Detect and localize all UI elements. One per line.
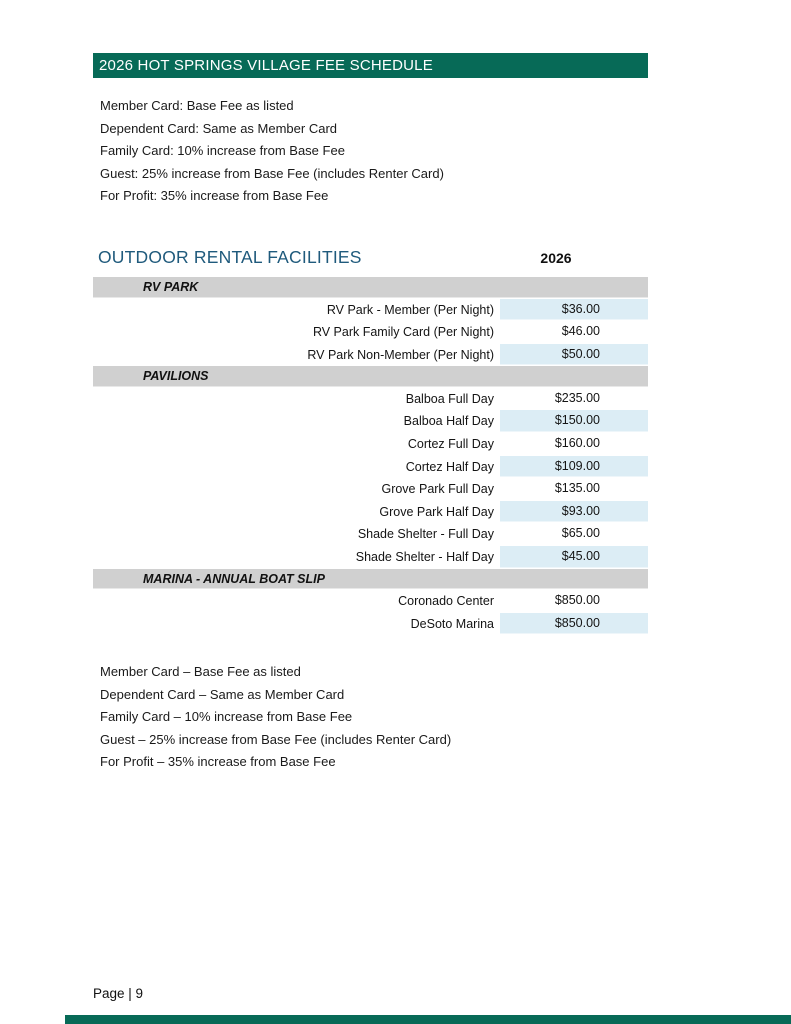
footer-accent-bar	[65, 1015, 791, 1024]
fee-row	[93, 388, 648, 411]
fee-label: Balboa Full Day	[405, 391, 494, 406]
fee-row	[93, 501, 648, 524]
fee-price: $150.00	[500, 410, 648, 433]
note-line: Family Card – 10% increase from Base Fee	[100, 709, 353, 725]
fee-price: $93.00	[500, 501, 648, 524]
fee-row	[93, 433, 648, 456]
note-line: Dependent Card: Same as Member Card	[100, 120, 338, 136]
page-number: Page | 9	[93, 986, 144, 1001]
note-line: For Profit – 35% increase from Base Fee	[100, 754, 336, 770]
fee-price: $160.00	[500, 433, 648, 456]
fee-price: $36.00	[500, 299, 648, 322]
fee-label: Shade Shelter - Full Day	[357, 527, 494, 542]
intro-notes	[100, 95, 660, 208]
fee-price: $65.00	[500, 523, 648, 546]
fee-price: $850.00	[500, 590, 648, 613]
note-line: Dependent Card – Same as Member Card	[100, 686, 345, 702]
note-line: Guest: 25% increase from Base Fee (includes Renter Card)	[100, 165, 444, 181]
note-line: Member Card – Base Fee as listed	[100, 664, 301, 679]
fee-label: RV Park - Member (Per Night)	[326, 302, 494, 317]
title-bar: 2026 HOT SPRINGS VILLAGE FEE SCHEDULE	[93, 53, 648, 78]
fee-row	[93, 590, 648, 613]
fee-price: $45.00	[500, 546, 648, 569]
fee-label: RV Park Family Card (Per Night)	[312, 325, 494, 340]
fee-price: $50.00	[500, 344, 648, 367]
fee-label: Grove Park Full Day	[381, 482, 494, 497]
fee-label: Cortez Full Day	[407, 436, 494, 451]
fee-price: $135.00	[500, 478, 648, 501]
fee-label: Cortez Half Day	[405, 459, 494, 474]
fee-row	[93, 299, 648, 322]
group-header: PAVILIONS	[93, 366, 648, 388]
group-header: MARINA - ANNUAL BOAT SLIP	[93, 569, 648, 591]
fee-row	[93, 456, 648, 479]
fee-row	[93, 410, 648, 433]
fee-price: $46.00	[500, 321, 648, 344]
note-line: Guest – 25% increase from Base Fee (includes Renter Card)	[100, 731, 452, 747]
note-line: Member Card: Base Fee as listed	[100, 98, 294, 113]
fee-label: Coronado Center	[398, 594, 494, 609]
note-line: For Profit: 35% increase from Base Fee	[100, 188, 329, 204]
fee-row	[93, 546, 648, 569]
fee-label: Shade Shelter - Half Day	[355, 549, 494, 564]
fee-row	[93, 478, 648, 501]
note-line: Family Card: 10% increase from Base Fee	[100, 143, 345, 159]
fee-price: $109.00	[500, 456, 648, 479]
fee-price: $235.00	[500, 388, 648, 411]
section-heading: OUTDOOR RENTAL FACILITIES	[98, 247, 362, 267]
fee-label: RV Park Non-Member (Per Night)	[307, 347, 494, 362]
group-header: RV PARK	[93, 277, 648, 299]
fee-row	[93, 613, 648, 636]
year-column-header: 2026	[540, 250, 572, 266]
footer-notes	[100, 661, 660, 774]
fee-row	[93, 321, 648, 344]
fee-row	[93, 523, 648, 546]
fee-row	[93, 344, 648, 367]
fee-label: DeSoto Marina	[410, 616, 494, 631]
fee-label: Balboa Half Day	[403, 414, 494, 429]
fee-price: $850.00	[500, 613, 648, 636]
fee-table	[93, 277, 648, 635]
fee-label: Grove Park Half Day	[379, 504, 494, 519]
